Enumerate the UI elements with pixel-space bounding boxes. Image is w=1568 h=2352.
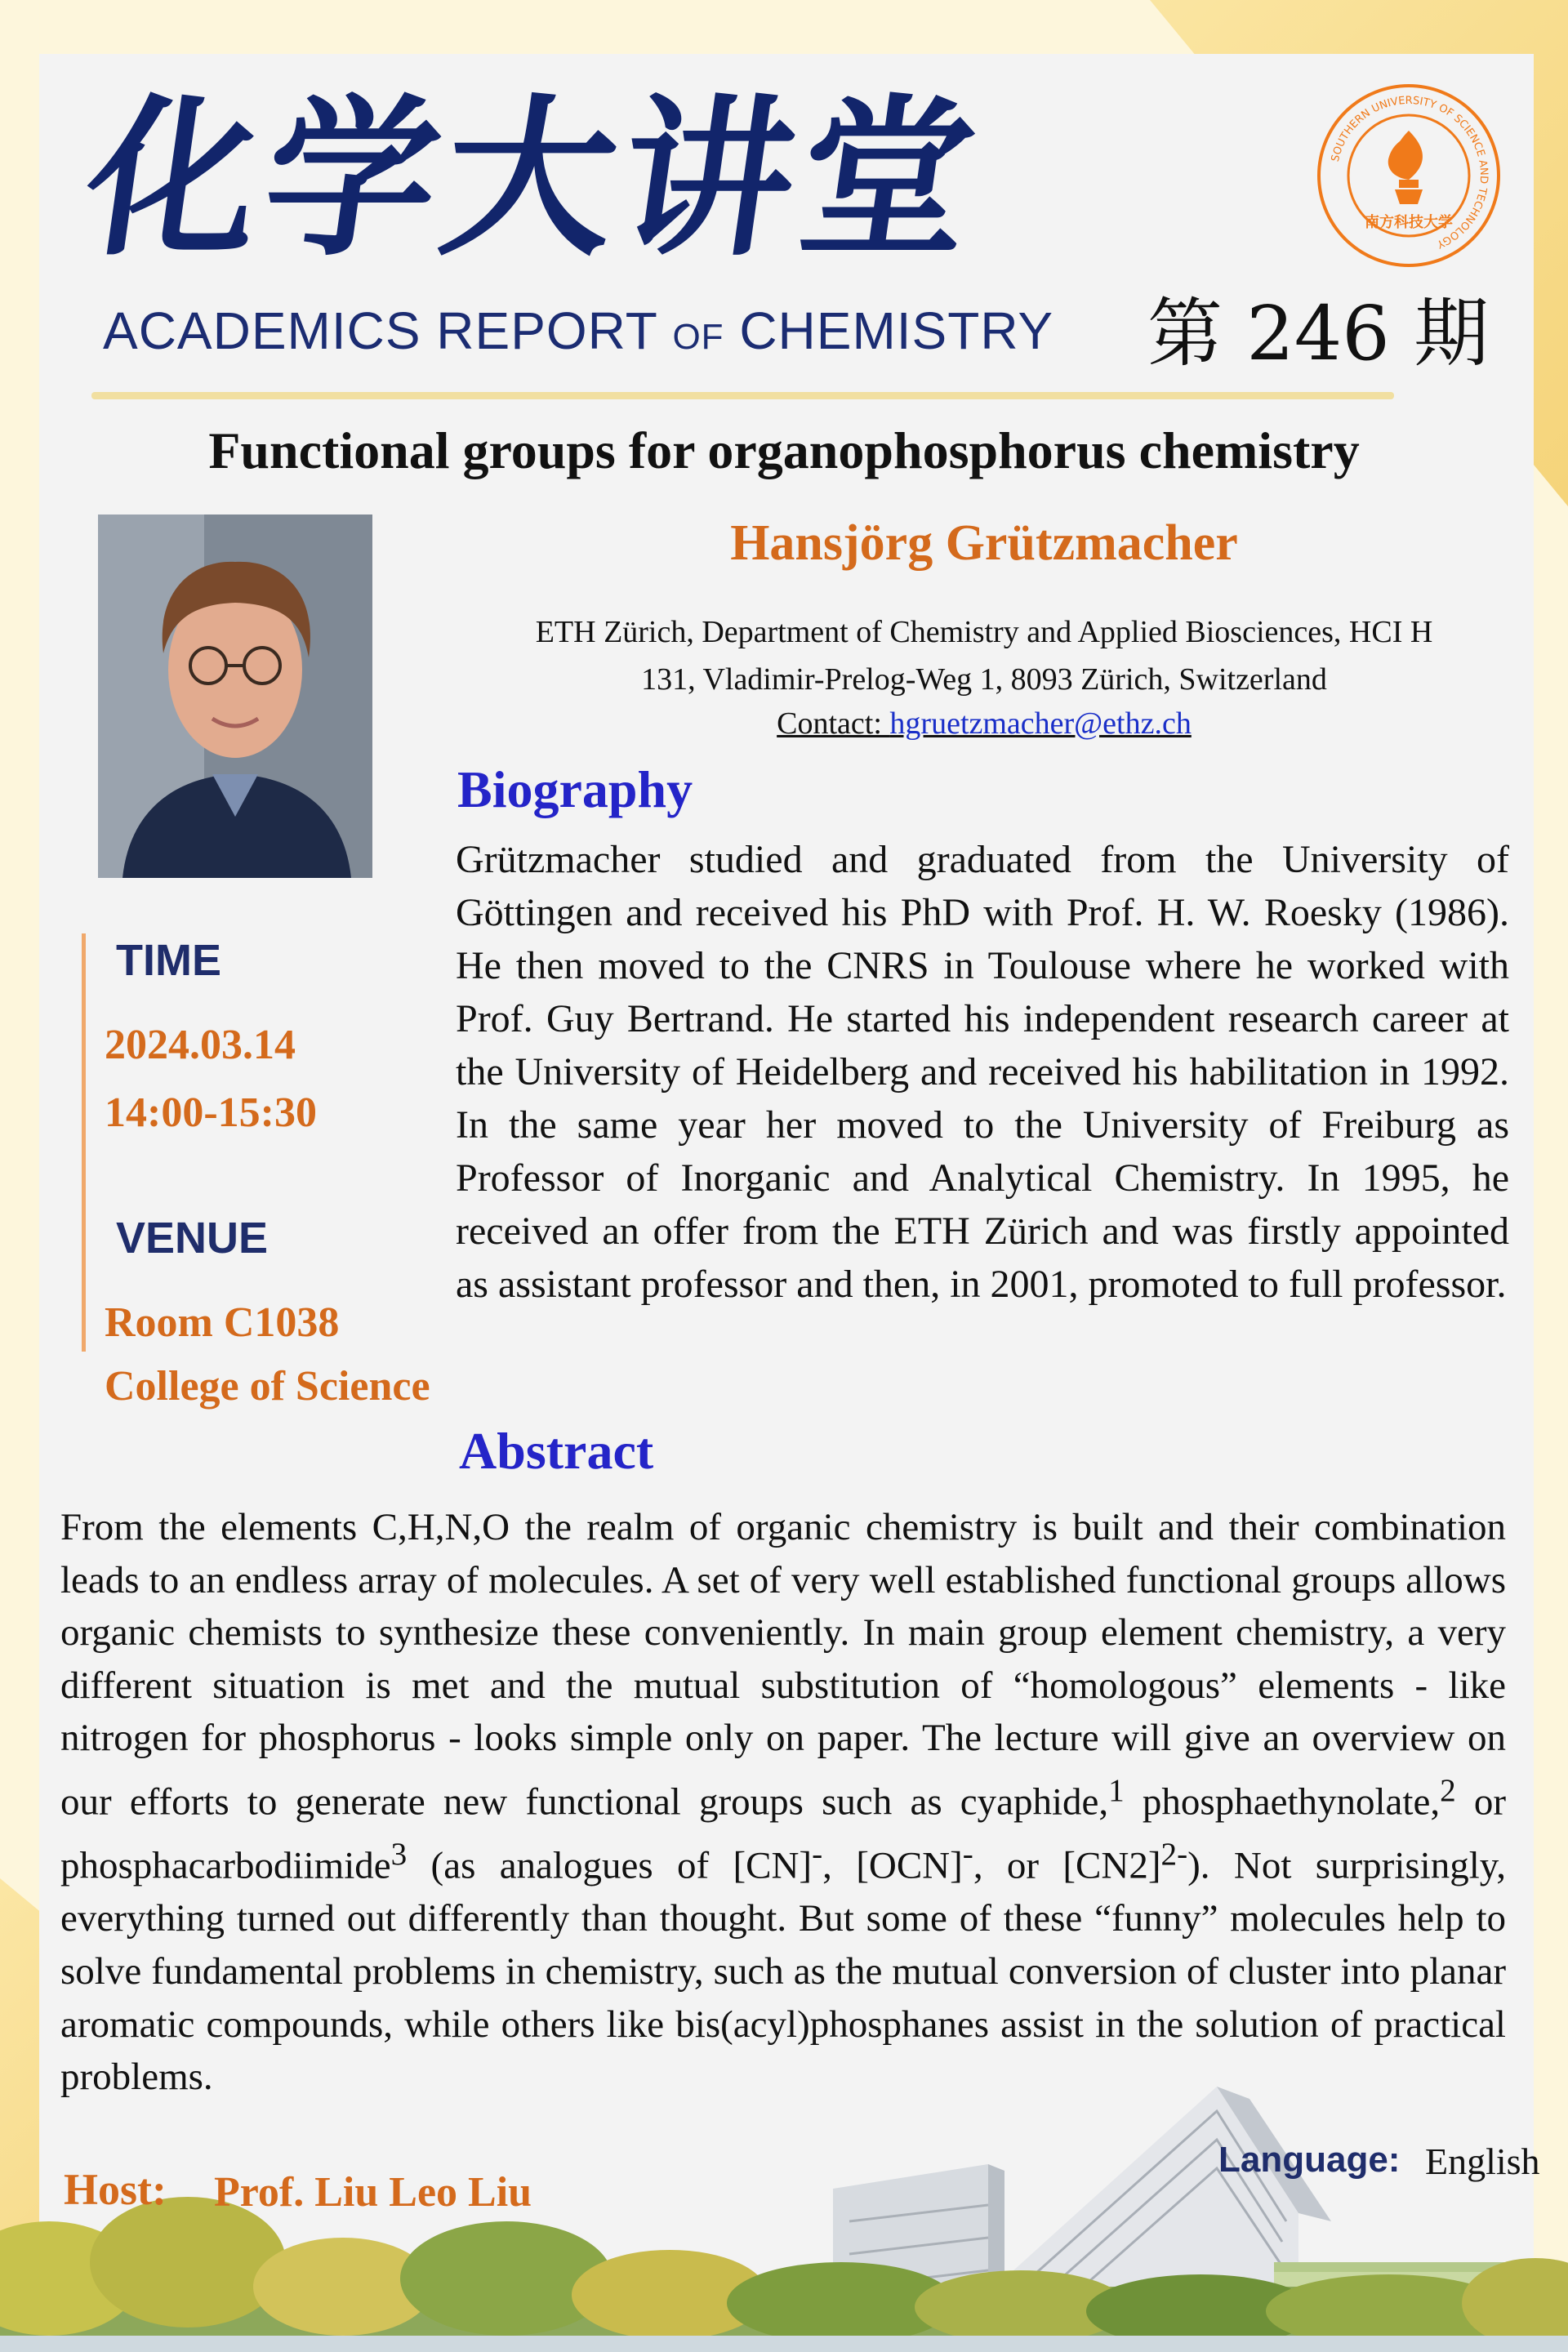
- issue-number: 第 246 期: [1147, 290, 1490, 377]
- venue-room: Room C1038: [105, 1299, 340, 1346]
- language-label: Language:: [1218, 2140, 1401, 2180]
- chinese-title: 化学大讲堂: [74, 79, 993, 279]
- abstract-text: From the elements C,H,N,O the realm of organic chemistry is built and their combination leads to an endless array of molecules. A set of very well established functional groups allows organic chemists to synthesize these conveniently. In main group element chemistry, a very different situation is met and the mutual substitution of “homologous” elements - like nitrogen for phosphorus - looks simple only on paper. The lecture will give an overview on our efforts to generate new functional groups such as cyaphide,$^1$ phosphaethynolate,$^2$ or phosphacarbodiimide$^3$ (as analogues of [CN]-, [OCN]-, or $[CN2]^{2-}$). Not surprisingly, everything turned out differently than thought. But some of these “funny” molecules help to solve fundamental problems in chemistry, such as the mutual conversion of cluster into planar aromatic compounds, while others like bis(acyl)phosphanes assist in the solution of practical problems.: [60, 1506, 1506, 2099]
- host-label: Host:: [64, 2165, 167, 2214]
- university-logo: [1315, 82, 1503, 270]
- venue-label: VENUE: [116, 1214, 269, 1263]
- host-name: Prof. Liu Leo Liu: [214, 2169, 532, 2216]
- event-info-bar: [82, 933, 86, 1352]
- affiliation-line: ETH Zürich, Department of Chemistry and Applied Biosciences, HCI H: [535, 615, 1433, 649]
- english-title: ACADEMICS REPORT OF CHEMISTRY: [103, 301, 1054, 360]
- abstract-heading: Abstract: [459, 1422, 654, 1480]
- venue-college: College of Science: [105, 1363, 430, 1410]
- header-divider: [91, 392, 1394, 399]
- affiliation-line: 131, Vladimir-Prelog-Weg 1, 8093 Zürich, Switzerland: [641, 662, 1327, 697]
- talk-title: Functional groups for organophosphorus chemistry: [208, 421, 1360, 479]
- svg-text:SOUTHERN UNIVERSITY OF SCIENCE: SOUTHERN UNIVERSITY OF SCIENCE AND TECHNOLOGY: [1329, 94, 1490, 251]
- biography-heading: Biography: [457, 760, 693, 818]
- svg-text:南方科技大学: 南方科技大学: [1365, 214, 1453, 231]
- speaker-name: Hansjörg Grützmacher: [730, 515, 1238, 571]
- biography-text: Grützmacher studied and graduated from the University of Göttingen and received his PhD with Prof. H. W. Roesky (1986). He then moved to the CNRS in Toulouse where he worked with Prof. Guy Bertrand. He started his independent research career at the University of Heidelberg and received his habilitation in 1992. In the same year her moved to the University of Freiburg as Professor of Inorganic and Analytical Chemistry. In 1995, he received an offer from the ETH Zürich and was firstly appointed as assistant professor and then, in 2001, promoted to full professor.: [456, 838, 1509, 1306]
- speaker-contact: [466, 706, 1503, 742]
- event-date: 2024.03.14: [105, 1022, 296, 1068]
- time-label: TIME: [116, 936, 221, 985]
- speaker-photo: [98, 514, 372, 878]
- language-value: English: [1425, 2140, 1540, 2182]
- speaker-affiliation: [466, 608, 1503, 703]
- email-link[interactable]: hgruetzmacher@ethz.ch: [889, 706, 1192, 741]
- contact-label: Contact:: [777, 706, 890, 741]
- event-time: 14:00-15:30: [105, 1089, 317, 1136]
